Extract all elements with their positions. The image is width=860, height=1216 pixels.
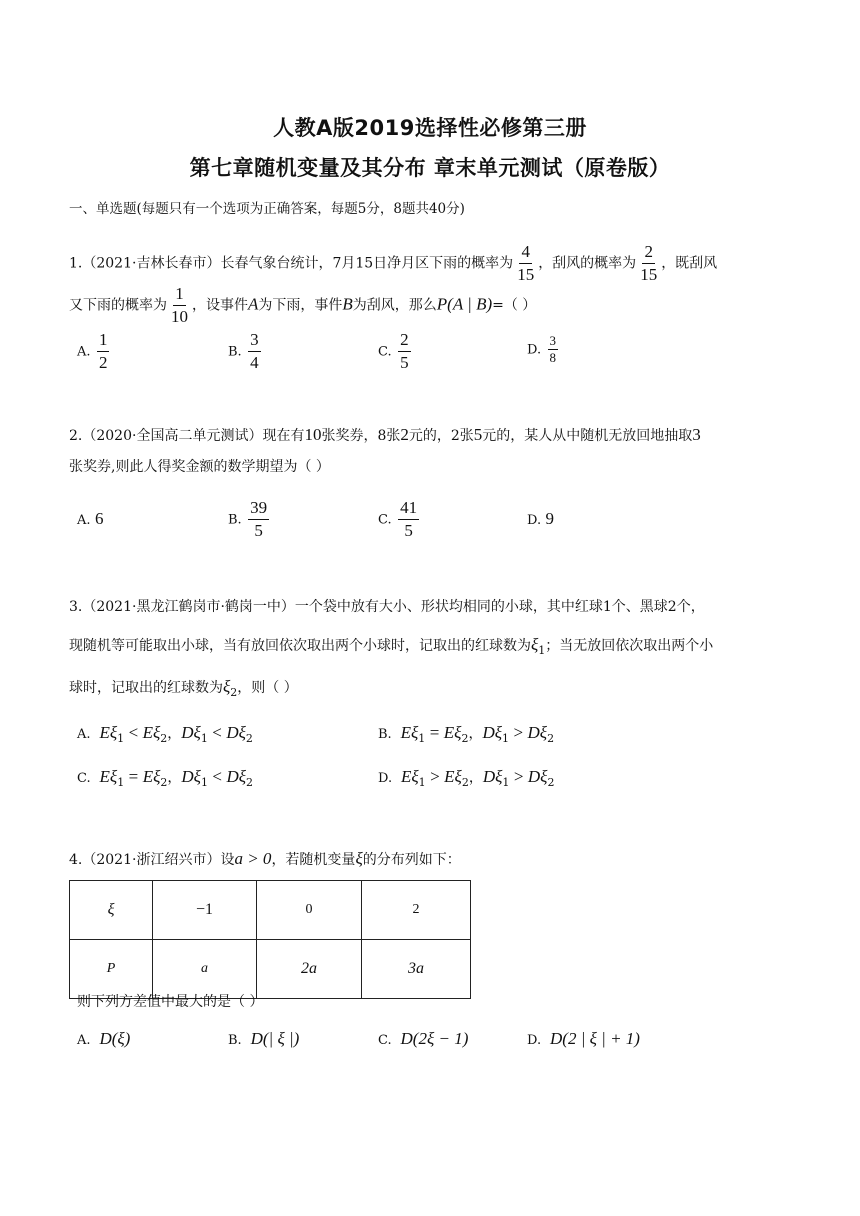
math-relation: > bbox=[513, 723, 524, 742]
fraction-denominator: 5 bbox=[254, 521, 263, 540]
fraction-numerator: 3 bbox=[248, 330, 261, 352]
question-text: 设 bbox=[220, 852, 235, 868]
table-cell: 2 bbox=[362, 881, 471, 940]
question-4-prompt: 则下列方差值中最大的是（ ） bbox=[77, 994, 264, 1010]
option-label: D. bbox=[527, 1033, 542, 1048]
table-cell: 2a bbox=[257, 940, 362, 999]
math-var: A bbox=[248, 294, 259, 314]
question-2-line-2: 张奖券,则此人得奖金额的数学期望为（ ） bbox=[69, 459, 330, 475]
fraction bbox=[169, 284, 190, 327]
table-row bbox=[70, 881, 471, 940]
math-relation: < bbox=[212, 723, 222, 742]
math-term: Dξ bbox=[181, 767, 201, 786]
question-1-line-2 bbox=[69, 284, 536, 327]
math-relation: = bbox=[128, 767, 139, 786]
question-text: 现随机等可能取出小球，当有放回依次取出两个小球时，记取出的红球数为 bbox=[69, 638, 531, 654]
option-d[interactable] bbox=[527, 510, 554, 530]
question-number: 1. bbox=[69, 255, 83, 272]
fraction-numerator: 41 bbox=[398, 498, 419, 520]
question-text: =（ ） bbox=[492, 297, 537, 314]
math-expression: a > 0 bbox=[234, 849, 272, 868]
question-text: ，刮风的概率为 bbox=[538, 255, 637, 272]
math-term: Dξ bbox=[482, 767, 503, 786]
fraction bbox=[398, 498, 419, 541]
fraction bbox=[97, 330, 110, 373]
page-title: 人教A版2019选择性必修第三册 bbox=[273, 116, 587, 140]
table-row bbox=[70, 940, 471, 999]
option-b[interactable] bbox=[228, 330, 263, 373]
question-text: 张奖券，8张 bbox=[321, 428, 401, 444]
math-var: ξ bbox=[223, 677, 231, 696]
option-a[interactable]: A. $E\xi_1 < E\xi_2$，$D\xi_1 < D\xi_2$ bbox=[77, 723, 253, 745]
question-2-line-1 bbox=[69, 426, 701, 445]
question-text: ，则（ ） bbox=[237, 680, 298, 696]
question-text: 元的，2张 bbox=[408, 428, 474, 444]
option-d[interactable] bbox=[527, 1030, 640, 1050]
option-a[interactable] bbox=[77, 510, 103, 530]
math-term: Eξ bbox=[400, 723, 419, 742]
question-source: （2021·浙江绍兴市） bbox=[82, 852, 221, 868]
table-cell: P bbox=[70, 940, 153, 999]
fraction-denominator: 10 bbox=[171, 307, 188, 326]
distribution-table bbox=[69, 880, 471, 999]
math-term: Dξ bbox=[226, 723, 246, 742]
question-text: 为刮风，那么 bbox=[352, 297, 437, 314]
table-cell: 0 bbox=[257, 881, 362, 940]
option-d[interactable] bbox=[527, 334, 560, 365]
question-text: 的分布列如下： bbox=[362, 852, 461, 868]
option-c[interactable]: C. $E\xi_1 = E\xi_2$，$D\xi_1 < D\xi_2$ bbox=[77, 767, 253, 789]
math-relation: > bbox=[430, 767, 440, 786]
fraction-numerator: 1 bbox=[97, 330, 110, 352]
option-label: C. bbox=[378, 344, 392, 360]
fraction-numerator: 3 bbox=[549, 333, 557, 348]
option-label: A. bbox=[77, 344, 91, 360]
fraction-denominator: 8 bbox=[549, 350, 557, 365]
option-label: B. bbox=[228, 1033, 242, 1048]
option-label: C. bbox=[77, 771, 91, 786]
separator: ， bbox=[468, 770, 483, 786]
fraction-numerator: 39 bbox=[248, 498, 269, 520]
option-label: D. bbox=[527, 342, 542, 358]
fraction bbox=[548, 334, 559, 365]
question-text: 球时，记取出的红球数为 bbox=[69, 680, 223, 696]
question-3-line-2: 现随机等可能取出小球，当有放回依次取出两个小球时，记取出的红球数为$\xi_1$；当无放回依次取出两个小 bbox=[69, 635, 714, 657]
option-a[interactable] bbox=[77, 330, 111, 373]
question-text: ，既刮风 bbox=[661, 255, 718, 272]
option-label: D. bbox=[378, 771, 393, 786]
fraction bbox=[248, 330, 261, 373]
option-c[interactable] bbox=[378, 1030, 468, 1050]
option-c[interactable] bbox=[378, 498, 421, 541]
table-cell: ξ bbox=[70, 881, 153, 940]
math-term: Dξ bbox=[482, 723, 502, 742]
math-expression: D(2 | ξ | + 1) bbox=[550, 1029, 640, 1048]
math-number: 5 bbox=[473, 425, 483, 444]
fraction-numerator: 2 bbox=[642, 242, 655, 264]
math-number: 2 bbox=[400, 425, 409, 444]
option-label: C. bbox=[378, 1033, 392, 1048]
math-term: Eξ bbox=[401, 767, 419, 786]
question-source: （2020·全国高二单元测试） bbox=[82, 428, 263, 444]
option-label: B. bbox=[378, 727, 392, 742]
question-text: ，设事件 bbox=[192, 297, 248, 314]
fraction-numerator: 4 bbox=[519, 242, 532, 264]
math-var: ξ bbox=[355, 849, 363, 868]
fraction-numerator: 2 bbox=[398, 330, 411, 352]
question-3-line-3: 球时，记取出的红球数为$\xi_2$，则（ ） bbox=[69, 677, 298, 699]
math-relation: > bbox=[513, 767, 524, 786]
question-source: （2021·吉林长春市） bbox=[82, 255, 221, 272]
math-var: ξ bbox=[531, 635, 539, 654]
fraction bbox=[638, 242, 659, 285]
question-number: 2. bbox=[69, 428, 83, 444]
question-3-line-1 bbox=[69, 598, 705, 616]
option-label: B. bbox=[228, 512, 242, 528]
math-term: Eξ bbox=[444, 767, 462, 786]
fraction-numerator: 1 bbox=[173, 284, 186, 306]
question-text: ；当无放回依次取出两个小 bbox=[545, 638, 714, 654]
option-label: A. bbox=[77, 727, 91, 742]
question-text: 长春气象台统计，7月15日净月区下雨的概率为 bbox=[220, 255, 514, 272]
math-number: 10 bbox=[304, 425, 322, 444]
math-expression: D(2ξ − 1) bbox=[400, 1029, 469, 1048]
option-b[interactable]: B. $E\xi_1 = E\xi_2$，$D\xi_1 > D\xi_2$ bbox=[378, 723, 555, 745]
math-term: Dξ bbox=[181, 723, 201, 742]
table-cell: −1 bbox=[153, 881, 257, 940]
math-expression: D(| ξ |) bbox=[250, 1029, 300, 1048]
question-text: 现在有 bbox=[262, 428, 305, 444]
page-subtitle: 第七章随机变量及其分布 章末单元测试（原卷版） bbox=[189, 156, 671, 180]
separator: ， bbox=[167, 770, 182, 786]
option-c[interactable] bbox=[378, 330, 413, 373]
table-cell: 3a bbox=[362, 940, 471, 999]
separator: ， bbox=[167, 726, 182, 742]
math-number: 3 bbox=[692, 425, 701, 444]
fraction bbox=[398, 330, 411, 373]
option-a[interactable] bbox=[77, 1030, 130, 1050]
math-relation: < bbox=[128, 723, 139, 742]
fraction-denominator: 4 bbox=[250, 353, 259, 372]
math-expression: P(A | B) bbox=[436, 294, 493, 314]
question-source: （2021·黑龙江鹤岗市·鹤岗一中） bbox=[82, 599, 295, 615]
math-relation: = bbox=[429, 723, 440, 742]
math-term: Eξ bbox=[443, 723, 462, 742]
option-label: B. bbox=[228, 344, 242, 360]
table-cell: a bbox=[153, 940, 257, 999]
question-text: 一个袋中放有大小、形状均相同的小球，其中红球1个、黑球2个， bbox=[294, 599, 705, 615]
separator: ， bbox=[468, 726, 483, 742]
fraction-denominator: 2 bbox=[98, 353, 108, 372]
math-expression: D(ξ) bbox=[99, 1029, 131, 1048]
math-term: Dξ bbox=[527, 723, 548, 742]
option-b[interactable] bbox=[228, 1030, 299, 1050]
math-relation: < bbox=[212, 767, 222, 786]
question-number: 3. bbox=[69, 599, 83, 615]
math-term: Eξ bbox=[99, 767, 118, 786]
question-text: ，若随机变量 bbox=[271, 852, 356, 868]
question-text: 又下雨的概率为 bbox=[69, 297, 167, 314]
fraction bbox=[515, 242, 536, 285]
question-text: 为下雨，事件 bbox=[258, 297, 343, 314]
fraction-denominator: 5 bbox=[400, 353, 409, 372]
option-b[interactable] bbox=[228, 498, 271, 541]
fraction bbox=[248, 498, 269, 541]
math-term: Eξ bbox=[142, 767, 161, 786]
question-number: 4. bbox=[69, 852, 83, 868]
option-label: A. bbox=[77, 1033, 91, 1048]
option-d[interactable]: D. $E\xi_1 > E\xi_2$，$D\xi_1 > D\xi_2$ bbox=[378, 767, 555, 789]
option-label: A. bbox=[77, 513, 91, 528]
fraction-denominator: 5 bbox=[404, 521, 413, 540]
option-value: 6 bbox=[94, 509, 104, 528]
math-term: Eξ bbox=[99, 723, 118, 742]
question-1-line-1 bbox=[69, 242, 717, 285]
math-term: Dξ bbox=[226, 767, 246, 786]
fraction-denominator: 15 bbox=[640, 265, 658, 284]
option-value: 9 bbox=[545, 509, 555, 528]
math-var: B bbox=[342, 294, 353, 314]
fraction-denominator: 15 bbox=[517, 265, 535, 284]
section-heading: 一、单选题(每题只有一个选项为正确答案，每题5分，8题共40分) bbox=[69, 201, 465, 217]
question-4-line-1 bbox=[69, 850, 461, 869]
option-label: D. bbox=[527, 513, 542, 528]
option-label: C. bbox=[378, 512, 392, 528]
question-text: 元的，某人从中随机无放回地抽取 bbox=[482, 428, 693, 444]
math-term: Dξ bbox=[527, 767, 548, 786]
math-term: Eξ bbox=[142, 723, 161, 742]
